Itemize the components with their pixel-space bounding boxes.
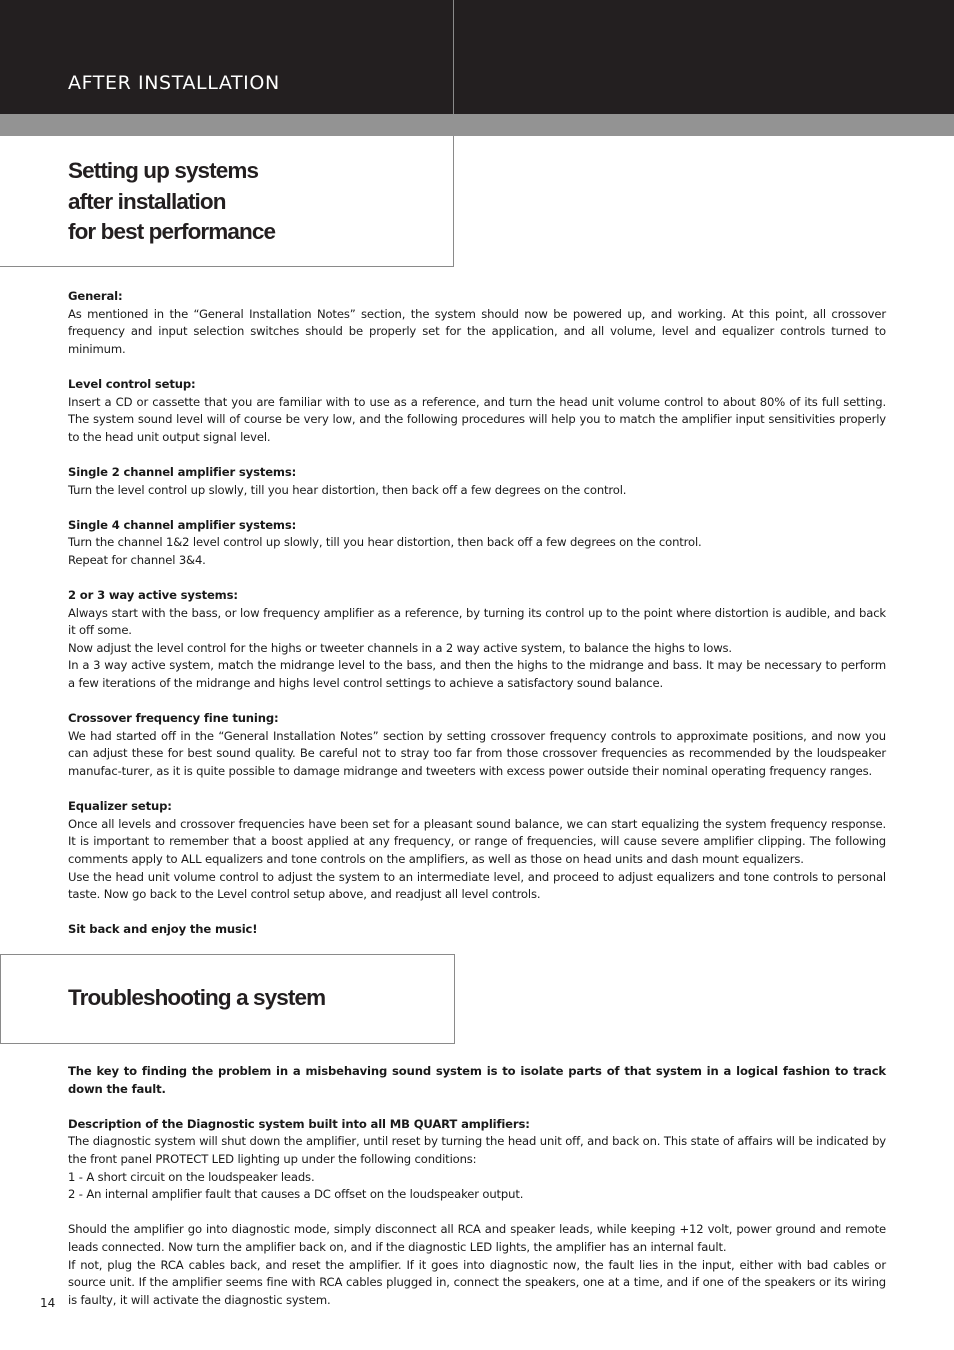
general-heading: General: [68, 289, 123, 303]
equalizer-section [68, 798, 886, 904]
header-bar [0, 0, 954, 114]
active-line-3: In a 3 way active system, match the midrange level to the bass, and then the highs to the midrange and bass. It may be necessary to perform a few iterations of the midrange and highs level control settings to achieve a satisfactory sound balance. [68, 658, 886, 691]
equalizer-line-1: Once all levels and crossover frequencies have been set for a pleasant sound balance, we can start equalizing the system frequency response. It is important to remember that a boost applied at any frequency, or range of frequencies, will cause severe amplifier clipping. The following comments apply to ALL equalizers and tone controls on the amplifiers, as well as those on head units and dash mount equalizers. [68, 816, 886, 866]
header-gray-band [0, 114, 954, 136]
troubleshooting-body [68, 1063, 886, 1327]
crossover-heading: Crossover frequency fine tuning: [68, 711, 279, 726]
closing-section [68, 921, 886, 939]
single-4-heading: Single 4 channel amplifier systems: [68, 517, 297, 532]
single-4-line-1: Turn the channel 1&2 level control up slowly, till you hear distortion, then back off a few degrees on the control. [68, 535, 702, 550]
setup-title: Setting up systems after installation for best performance [68, 158, 276, 244]
page-number: 14 [40, 1296, 56, 1310]
crossover-section [68, 710, 886, 780]
diagnostic-section [68, 1116, 886, 1204]
level-control-text: Insert a CD or cassette that you are familiar with to use as a reference, and turn the head unit volume control to about 80% of its full setting. The system sound level will of course be very low, and the following procedures will help you to match the amplifier input sensitivities properly to the head unit output signal level. [68, 394, 886, 444]
crossover-text: We had started off in the “General Installation Notes” section by setting crossover frequency controls to approximate positions, and now you can adjust these for best sound quality. Be careful not to stray too far from those crossover frequencies as recommended by the loudspeaker manufac-turer, as it is quite possible to damage midrange and tweeters with excess power outside their nominal operating frequency ranges. [68, 728, 886, 779]
general-text: As mentioned in the “General Installation Notes” section, the system should now be powered up, and working. At this point, all crossover frequency and input selection switches should be properly set for the application, and all volume, level and equalizer controls turned to minimum. [68, 306, 886, 356]
single-4-line-2: Repeat for channel 3&4. [68, 552, 206, 567]
general-section [68, 288, 886, 358]
troubleshooting-title: Troubleshooting a system [68, 985, 326, 1010]
active-heading: 2 or 3 way active systems: [68, 588, 238, 603]
troubleshooting-intro: The key to finding the problem in a misbehaving sound system is to isolate parts of that system in a logical fashion to track down the fault. [68, 1064, 886, 1096]
active-line-1: Always start with the bass, or low frequency amplifier as a reference, by turning its control up to the point where distortion is audible, and back it off some. [68, 605, 886, 638]
equalizer-heading: Equalizer setup: [68, 799, 172, 814]
procedure-line-1: Should the amplifier go into diagnostic mode, simply disconnect all RCA and speaker leads, while keeping +12 volt, power ground and remote leads connected. Now turn the amplifier back on, and if the diagnostic LED lights, the amplifier has an internal fault. [68, 1222, 886, 1254]
section-label: AFTER INSTALLATION [68, 72, 280, 94]
single-2-heading: Single 2 channel amplifier systems: [68, 464, 297, 479]
diagnostic-heading: Description of the Diagnostic system built into all MB QUART amplifiers: [68, 1116, 530, 1131]
single-4-section [68, 517, 886, 570]
troubleshooting-intro-section [68, 1063, 886, 1098]
setup-body [68, 288, 886, 957]
active-section [68, 587, 886, 693]
equalizer-line-2: Use the head unit volume control to adjust the system to an intermediate level, and proceed to adjust equalizers and tone controls to personal taste. Now go back to the Level control setup above, and readjust all level controls. [68, 869, 886, 902]
procedure-line-2: If not, plug the RCA cables back, and reset the amplifier. If it goes into diagnostic now, the fault lies in the input, either with bad cables or source unit. If the amplifier seems fine with RCA cables plugged in, connect the speakers, one at a time, and if one of the speakers or its wiring is faulty, it will activate the diagnostic system. [68, 1257, 886, 1307]
diagnostic-text: The diagnostic system will shut down the amplifier, until reset by turning the head unit off, and back on. This state of affairs will be indicated by the front panel PROTECT LED lighting up under the following conditions: [68, 1134, 886, 1166]
level-control-heading: Level control setup: [68, 376, 196, 391]
procedure-section [68, 1221, 886, 1309]
closing-text: Sit back and enjoy the music! [68, 922, 258, 937]
level-control-section [68, 376, 886, 446]
diagnostic-condition-1: 1 - A short circuit on the loudspeaker leads. [68, 1169, 315, 1184]
active-line-2: Now adjust the level control for the highs or tweeter channels in a 2 way active system, to balance the highs to lows. [68, 640, 732, 655]
single-2-section [68, 464, 886, 499]
single-2-text: Turn the level control up slowly, till you hear distortion, then back off a few degrees on the control. [68, 482, 627, 497]
diagnostic-condition-2: 2 - An internal amplifier fault that causes a DC offset on the loudspeaker output. [68, 1187, 524, 1202]
